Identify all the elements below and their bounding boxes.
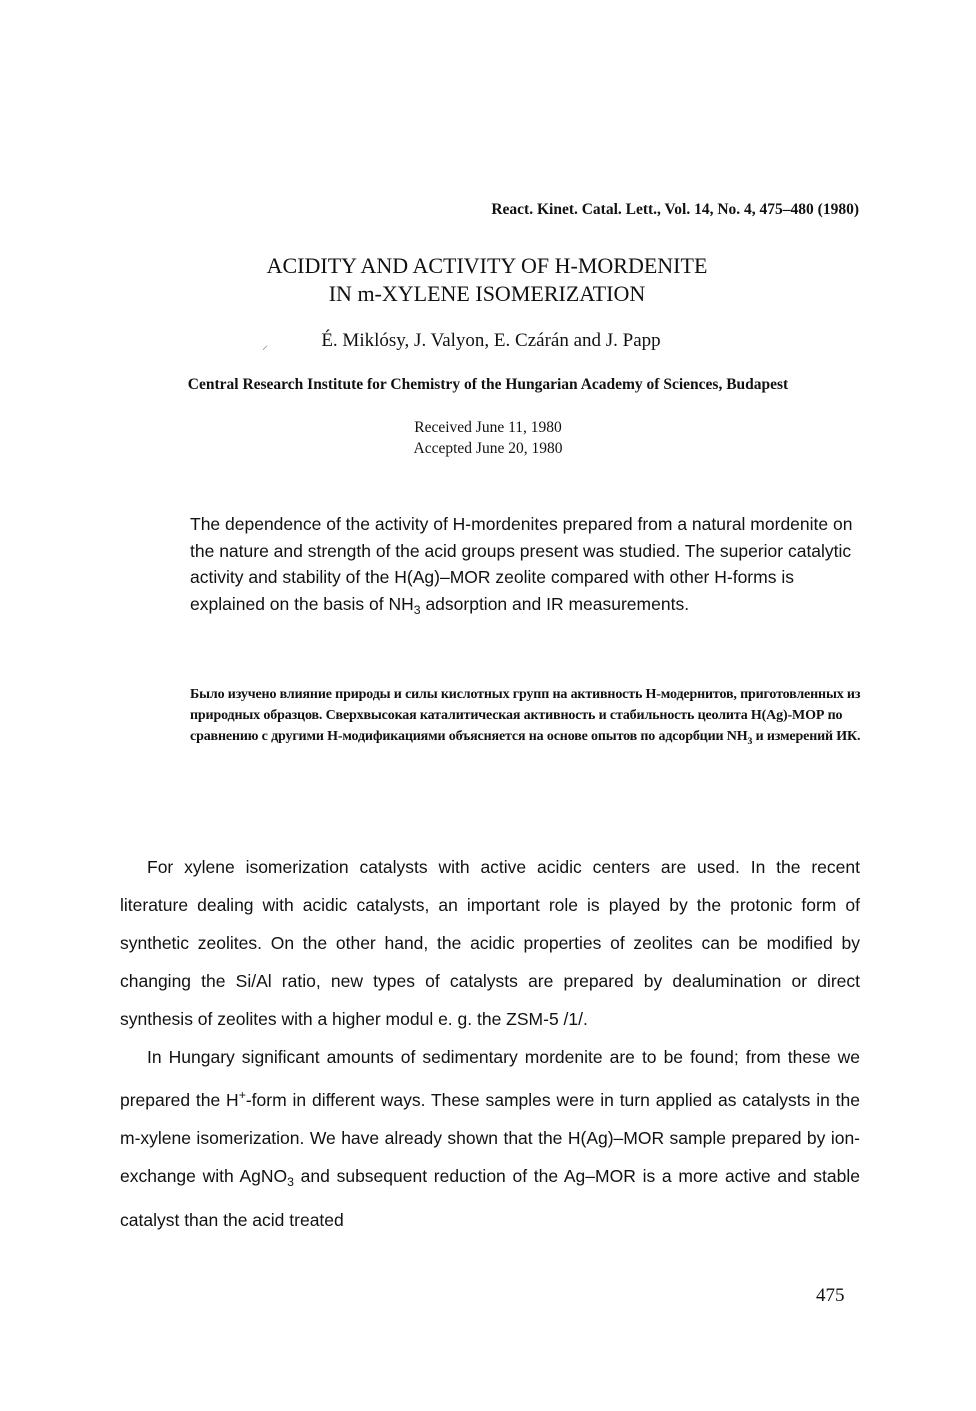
- abstract-en-text-2: adsorption and IR measurements.: [420, 593, 690, 614]
- title-line-1: ACIDITY AND ACTIVITY OF H-MORDENITE: [266, 253, 708, 278]
- abstract-ru-text-1: Было изучено влияние природы и силы кислотных групп на активность Н-модернитов, приготовленных из природных образцов. Сверхвысокая каталитическая активность и стабильность цеолита Н(Аg)-МОР по сравнению с другими Н-модификациями объясняется на основе опытов по адсорбции NH: [190, 687, 861, 744]
- para2-superscript: +: [238, 1088, 246, 1102]
- accepted-date: Accepted June 20, 1980: [413, 440, 563, 457]
- affiliation: Central Research Institute for Chemistry of the Hungarian Academy of Sciences, Budapest: [187, 376, 789, 393]
- abstract-russian: [190, 684, 862, 752]
- para2-text-2: -form in different ways. These samples were in turn applied as catalysts in the m-xylene isomerization. We have already shown that the H(Ag)–MOR sample prepared by ion-exchange with AgNO: [120, 1090, 860, 1186]
- journal-citation: React. Kinet. Catal. Lett., Vol. 14, No. 4, 475–480 (1980): [491, 201, 859, 218]
- abstract-ru-text-2: и измерений ИК.: [752, 729, 861, 744]
- authors: É. Miklósy, J. Valyon, E. Czárán and J. Papp: [321, 330, 661, 351]
- abstract-en-subscript: 3: [413, 602, 421, 617]
- paper-title: [0, 252, 976, 308]
- scan-mark: ⸝: [262, 338, 269, 352]
- abstract-en-text-1: The dependence of the activity of H-mordenites prepared from a natural mordenite on the nature and strength of the acid groups present was studied. The superior catalytic activity and stability of the H(Ag)–MOR zeolite compared with other H-forms is explained on the basis of NH: [190, 514, 853, 614]
- body-text: [120, 848, 860, 1239]
- abstract-english: [190, 511, 862, 623]
- para2-text-3: and subsequent reduction of the Ag–MOR is a more active and stable catalyst than the acid treated: [120, 1166, 860, 1230]
- para2-subscript: 3: [287, 1175, 294, 1189]
- para2-text-1: In Hungary significant amounts of sedimentary mordenite are to be found; from these we prepared the H: [120, 1047, 860, 1110]
- body-paragraph-2: [120, 1038, 860, 1239]
- page-number: 475: [816, 1285, 845, 1306]
- body-paragraph-1: For xylene isomerization catalysts with active acidic centers are used. In the recent literature dealing with acidic catalysts, an important role is played by the protonic form of synthetic zeolites. On the other hand, the acidic properties of zeolites can be modified by changing the Si/Al ratio, new types of catalysts are prepared by dealumination or direct synthesis of zeolites with a higher modul e. g. the ZSM-5 /1/.: [120, 857, 860, 1029]
- dates: [0, 417, 976, 459]
- title-line-2: IN m-XYLENE ISOMERIZATION: [328, 281, 646, 306]
- received-date: Received June 11, 1980: [414, 419, 562, 436]
- abstract-ru-subscript: 3: [747, 736, 753, 747]
